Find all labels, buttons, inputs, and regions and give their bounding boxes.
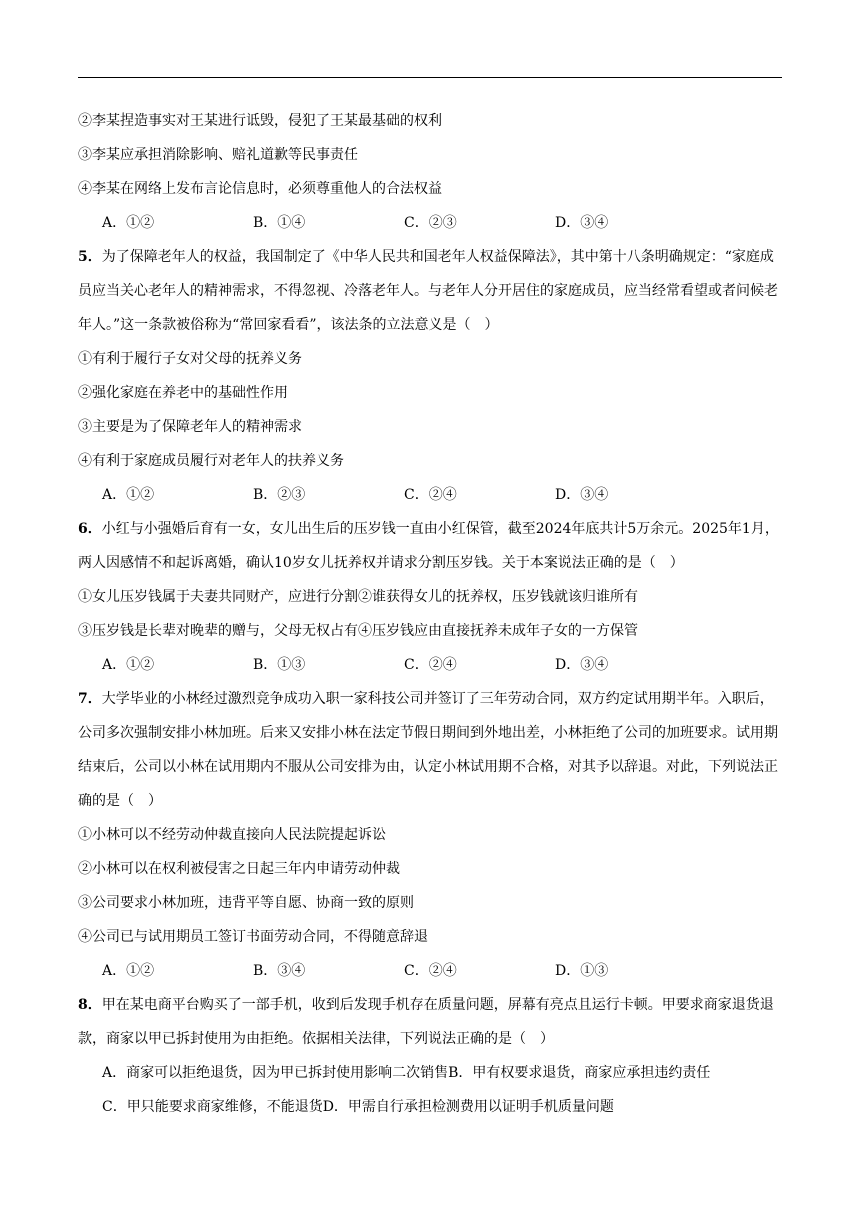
q6-stem bbox=[78, 512, 782, 580]
q7-options bbox=[78, 954, 782, 988]
header-rule bbox=[78, 77, 782, 78]
option-b[interactable]: B．①③ bbox=[253, 657, 306, 673]
option-c[interactable]: C．②④ bbox=[404, 487, 457, 503]
option-b[interactable]: B．③④ bbox=[253, 963, 306, 979]
q6-item: ①女儿压岁钱属于夫妻共同财产，应进行分割②谁获得女儿的抚养权，压岁钱就该归谁所有 bbox=[78, 589, 638, 605]
option-d[interactable]: D．③④ bbox=[555, 657, 609, 673]
q6-text: 小红与小强婚后育有一女，女儿出生后的压岁钱一直由小红保管，截至2024年底共计5万余元。2025年1月，两人因感情不和起诉离婚，确认10岁女儿抚养权并请求分割压岁钱。关于本案说法正确的是（ ） bbox=[78, 521, 779, 571]
q7-item: ①小林可以不经劳动仲裁直接向人民法院提起诉讼 bbox=[78, 827, 386, 843]
q8-stem bbox=[78, 988, 782, 1056]
option-a[interactable]: A．①② bbox=[102, 215, 155, 231]
question-8 bbox=[78, 988, 782, 1124]
option-c[interactable]: C．②④ bbox=[404, 657, 457, 673]
option-d[interactable]: D．①③ bbox=[555, 963, 609, 979]
q7-stem bbox=[78, 682, 782, 818]
q7-text: 大学毕业的小林经过激烈竞争成功入职一家科技公司并签订了三年劳动合同，双方约定试用期半年。入职后，公司多次强制安排小林加班。后来又安排小林在法定节假日期间到外地出差，小林拒绝了公司的加班要求。试用期结束后，公司以小林在试用期内不服从公司安排为由，认定小林试用期不合格，对其予以辞退。对此，下列说法正确的是（ ） bbox=[78, 691, 778, 809]
option-d[interactable]: D．③④ bbox=[555, 215, 609, 231]
option-b[interactable]: B．②③ bbox=[253, 487, 306, 503]
option-b[interactable]: B．①④ bbox=[253, 215, 306, 231]
q5-item: ②强化家庭在养老中的基础性作用 bbox=[78, 385, 288, 401]
question-7 bbox=[78, 682, 782, 988]
q5-item: ①有利于履行子女对父母的抚养义务 bbox=[78, 351, 302, 367]
q8-options-ab[interactable]: A．商家可以拒绝退货，因为甲已拆封使用影响二次销售B．甲有权要求退货，商家应承担违约责任 bbox=[102, 1065, 711, 1081]
q8-text: 甲在某电商平台购买了一部手机，收到后发现手机存在质量问题，屏幕有亮点且运行卡顿。甲要求商家退货退款，商家以甲已拆封使用为由拒绝。依据相关法律，下列说法正确的是（ ） bbox=[78, 997, 774, 1047]
q4-item: ②李某捏造事实对王某进行诋毁，侵犯了王某最基础的权利 bbox=[78, 113, 442, 129]
q5-stem bbox=[78, 240, 782, 342]
option-a[interactable]: A．①② bbox=[102, 657, 155, 673]
q5-number: 5． bbox=[78, 249, 102, 265]
q8-options-cd[interactable]: C．甲只能要求商家维修，不能退货D．甲需自行承担检测费用以证明手机质量问题 bbox=[102, 1099, 614, 1115]
q7-item: ④公司已与试用期员工签订书面劳动合同，不得随意辞退 bbox=[78, 929, 428, 945]
document-body bbox=[78, 104, 782, 1124]
q8-number: 8． bbox=[78, 997, 102, 1013]
q7-number: 7． bbox=[78, 691, 102, 707]
q5-options bbox=[78, 478, 782, 512]
q4-options bbox=[78, 206, 782, 240]
q4-item: ④李某在网络上发布言论信息时，必须尊重他人的合法权益 bbox=[78, 181, 442, 197]
q6-number: 6． bbox=[78, 521, 102, 537]
q5-text: 为了保障老年人的权益，我国制定了《中华人民共和国老年人权益保障法》，其中第十八条明确规定：“家庭成员应当关心老年人的精神需求，不得忽视、冷落老年人。与老年人分开居住的家庭成员，应当经常看望或者问候老年人。”这一条款被俗称为“常回家看看”，该法条的立法意义是（ ） bbox=[78, 249, 778, 333]
option-d[interactable]: D．③④ bbox=[555, 487, 609, 503]
q6-item: ③压岁钱是长辈对晚辈的赠与，父母无权占有④压岁钱应由直接抚养未成年子女的一方保管 bbox=[78, 623, 638, 639]
q5-item: ④有利于家庭成员履行对老年人的扶养义务 bbox=[78, 453, 344, 469]
q7-item: ②小林可以在权利被侵害之日起三年内申请劳动仲裁 bbox=[78, 861, 400, 877]
option-a[interactable]: A．①② bbox=[102, 963, 155, 979]
option-c[interactable]: C．②④ bbox=[404, 963, 457, 979]
question-5 bbox=[78, 240, 782, 512]
question-4 bbox=[78, 104, 782, 240]
question-6 bbox=[78, 512, 782, 682]
q4-item: ③李某应承担消除影响、赔礼道歉等民事责任 bbox=[78, 147, 358, 163]
q7-item: ③公司要求小林加班，违背平等自愿、协商一致的原则 bbox=[78, 895, 414, 911]
q5-item: ③主要是为了保障老年人的精神需求 bbox=[78, 419, 302, 435]
q6-options bbox=[78, 648, 782, 682]
option-a[interactable]: A．①② bbox=[102, 487, 155, 503]
option-c[interactable]: C．②③ bbox=[404, 215, 457, 231]
